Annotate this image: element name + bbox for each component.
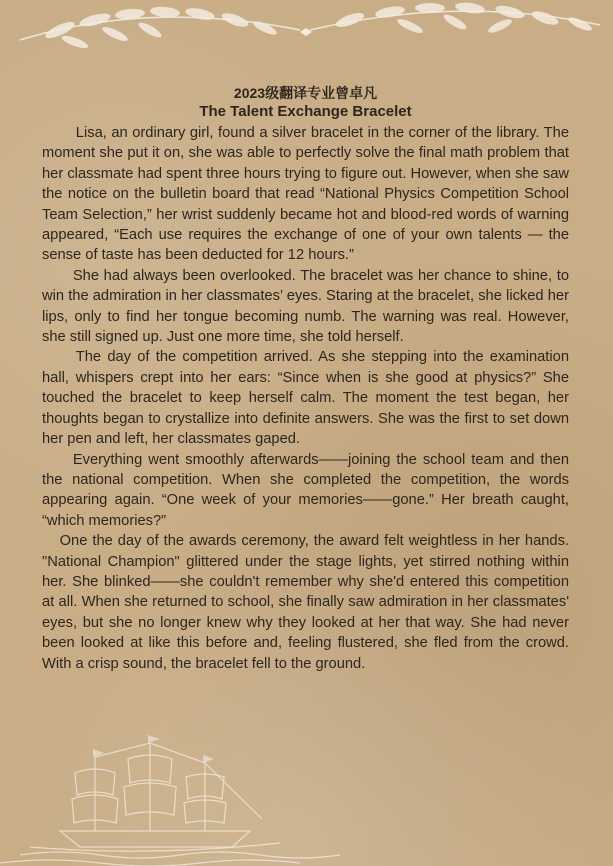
- paragraph-1: Lisa, an ordinary girl, found a silver bracelet in the corner of the library. The moment she put it on, she was able to perfectly solve the final math problem that her classmate had spent three hours trying to figure out. However, when she saw the notice on the bulletin board that read “National Physics Competition School Team Selection,” her wrist suddenly became hot and blood-red words of warning appeared, “Each use requires the exchange of one of your own talents — the sense of taste has been deducted for 12 hours.”: [42, 125, 569, 264]
- paragraph-5: One the day of the awards ceremony, the award felt weightless in her hands. "National Champion" glittered under the stage lights, yet stirred nothing within her. She blinked——she couldn't remember why she'd entered this competition at all. When she returned to school, she finally saw admiration in her classmates' eyes, but she no longer knew why they looked at her that way. She had never been looked at like this before and, feeling flustered, she fled from the crowd. With a crisp sound, the bracelet fell to the ground.: [42, 533, 569, 672]
- paragraph-3: The day of the competition arrived. As she stepping into the examination hall, whispers crept into her ears: “Since when is she good at physics?” She touched the bracelet to keep herself calm. The moment the test began, her thoughts began to crystallize into definite answers. She was the first to set down her pen and left, her classmates gaped.: [42, 349, 569, 448]
- story-title: The Talent Exchange Bracelet: [199, 103, 412, 120]
- sailing-ship-icon: [0, 735, 613, 866]
- story-page: [42, 84, 569, 674]
- paragraph-2: She had always been overlooked. The bracelet was her chance to shine, to win the admiration in her classmates’ eyes. Staring at the bracelet, she licked her lips, only to find her tongue becoming numb. The warning was real. However, she still signed up. Just one more time, she told herself.: [42, 267, 569, 346]
- leaf-wreath-icon: [0, 0, 613, 70]
- paragraph-4: Everything went smoothly afterwards——joining the school team and then the national competition. When she completed the competition, the words appearing again. “One week of your memories——gone.” Her breath caught, “which memories?”: [42, 451, 569, 529]
- author-line: 2023级翻译专业曾卓凡: [233, 85, 378, 101]
